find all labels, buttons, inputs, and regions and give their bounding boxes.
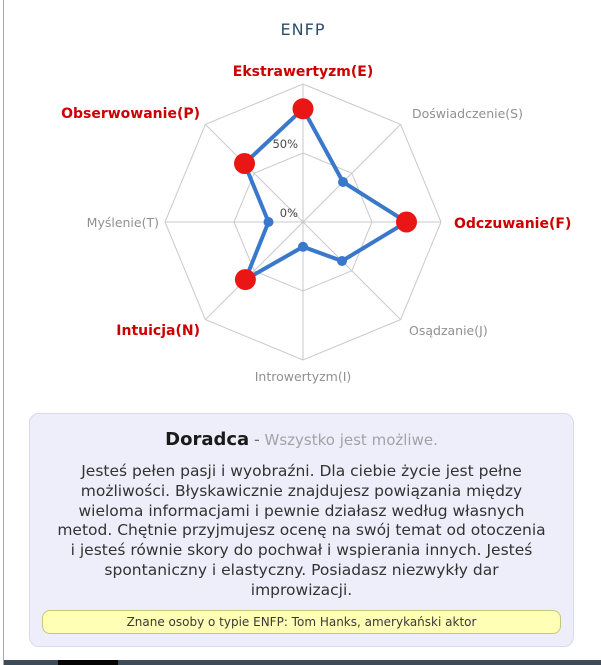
type-name: Doradca <box>165 429 250 450</box>
ring-label: 50% <box>272 137 298 151</box>
radar-chart-area <box>4 0 601 402</box>
type-motto: Wszystko jest możliwe. <box>264 431 438 449</box>
radar-chart <box>4 0 601 402</box>
data-point-T <box>264 217 274 227</box>
type-separator: - <box>253 430 260 449</box>
ring-label: 0% <box>279 206 298 220</box>
axis-label-N: Intuicja(N) <box>116 323 200 339</box>
axis-label-J: Osądzanie(J) <box>409 323 488 338</box>
axis-label-S: Doświadczenie(S) <box>412 106 523 121</box>
result-header <box>40 429 563 450</box>
famous-people-badge: Znane osoby o typie ENFP: Tom Hanks, amerykański aktor <box>42 610 561 634</box>
data-point-E <box>293 98 314 119</box>
page <box>3 0 601 665</box>
footer-bar-segment <box>58 660 118 665</box>
result-card <box>29 413 574 647</box>
axis-label-T: Myślenie(T) <box>86 215 159 230</box>
data-point-N <box>235 269 256 290</box>
data-polygon <box>245 109 407 280</box>
data-point-S <box>338 177 348 187</box>
data-point-F <box>396 212 417 233</box>
footer-bar <box>4 660 601 665</box>
type-description: Jesteś pełen pasji i wyobraźni. Dla ciebie życie jest pełne możliwości. Błyskawicznie znajdujesz powiązania między wieloma informacjami i pewnie działasz według własnych metod. Chętnie przyjmujesz ocenę na swój temat od otoczenia i jesteś równie skory do pochwał i wspierania innych. Jesteś spontaniczny i elastyczny. Posiadasz niezwykły dar improwizacji. <box>57 462 546 599</box>
data-point-P <box>234 153 255 174</box>
personality-type-title: ENFP <box>280 20 326 39</box>
grid-spoke <box>205 222 303 320</box>
axis-label-F: Odczuwanie(F) <box>454 216 572 232</box>
axis-label-E: Ekstrawertyzm(E) <box>232 64 374 80</box>
data-point-I <box>298 242 308 252</box>
data-point-J <box>337 256 347 266</box>
axis-label-P: Obserwowanie(P) <box>61 106 200 122</box>
axis-label-I: Introwertyzm(I) <box>254 369 352 384</box>
